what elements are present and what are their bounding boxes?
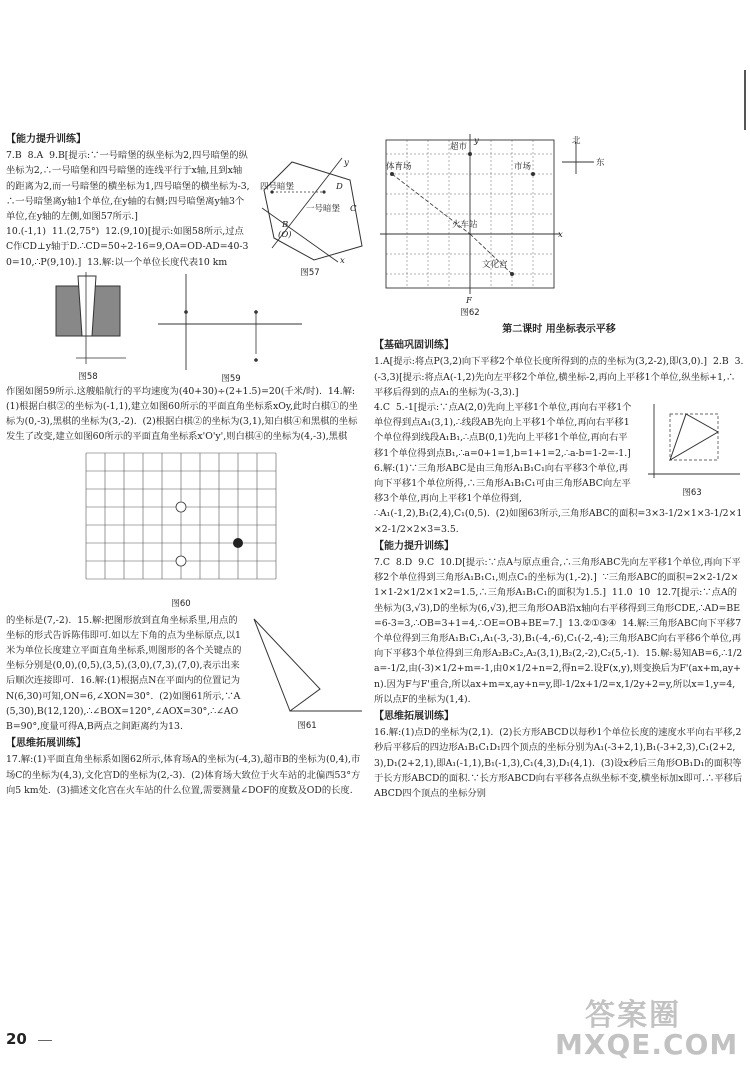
fig57-label-x: x [340, 256, 345, 267]
fig57-label-c: C [350, 204, 357, 215]
figure-62 [380, 134, 620, 320]
fig62-label-x: x [558, 230, 563, 240]
fig57-label-b: B [282, 220, 289, 231]
figure-57 [254, 150, 366, 278]
section-heading-thinking: 【思维拓展训练】 [6, 738, 86, 750]
section-heading-ability-2: 【能力提升训练】 [374, 540, 454, 552]
figure-63 [640, 402, 744, 498]
answer-16: 16.解:(1)点D的坐标为(2,1). (2)长方形ABCD以每秒1个单位长度的速度水平向右平移,2秒后平移后的四边形A₁B₁C₁D₁四个顶点的坐标分别为A₁(-3+2,1),B₁(-3+2,3),C₁(2+2,3),D₁(2+2,1),即A₁(-1,1),B₁(-1,3),C₁(4,3),D₁(4,1). (3)设x秒后三角形OB₁D₁的面积等于长方形ABCD的面积.∵长方形ABCD向右平移各点纵坐标不变,横坐标加x即可.∴平移后ABCD四个顶点的坐标分别 [374, 727, 743, 800]
fig57-label-1: 一号暗堡 [306, 204, 341, 215]
section-heading-thinking-2: 【思维拓展训练】 [374, 711, 454, 723]
fig62-label-bazaar: 市场 [514, 162, 532, 172]
scan-edge-mark [744, 70, 746, 130]
page-number: 20 [6, 1030, 27, 1048]
figure-59 [156, 272, 306, 382]
watermark-text-url: MXQE.COM [555, 1028, 739, 1061]
answer-7-9: 7.B 8.A 9.B[提示:∵一号暗堡的纵坐标为2,四号暗堡的纵坐标为2,∴一号暗堡和四号暗堡的连线平行于x轴,且到x轴的距离为2,而一号暗堡的横坐标为1,四号暗堡的横坐标为-3,∴一号暗堡离y轴1个单位,在y轴的右侧;四号暗堡离y轴3个单位,在y轴的左侧,如图57所示.] [6, 150, 250, 223]
fig62-label-f: F [466, 296, 472, 306]
fig57-label-y: y [344, 158, 349, 169]
fig62-label-stadium: 体育场 [386, 162, 412, 172]
figure-59-drawing [156, 272, 306, 372]
figure-61-caption: 图61 [297, 720, 317, 731]
answer-14-16: 的坐标是(7,-2). 15.解:把图形放到直角坐标系里,用点的坐标的形式告诉陈伟即可.如以左下角的点为坐标原点,以1米为单位长度建立平面直角坐标系,则图形的各个关键点的坐标分别是(0,0),(0,5),(3,5),(3,0),(7,3),(7,0),表示出来后顺次连接即可. 16.解:(1)根据点N在平面内的位置记为N(6,30)可知,ON=6,∠XON=30°. (2)如图61所示,∵A(5,30),B(12,120),∴∠BOX=120°,∠AOX=30°,∴∠AOB=90°,度量可得A,B两点之间距离约为13. [6, 614, 242, 733]
figure-63-caption: 图63 [682, 488, 702, 499]
answer-17: 17.解:(1)平面直角坐标系如图62所示,体育场A的坐标为(-4,3),超市B的坐标为(0,4),市场C的坐标为(4,3),文化宫D的坐标为(2,-3). (2)体育场大致位于火车站的北偏西53°方向5 km处. (3)描述文化宫在火车站的什么位置,需要测量∠DOF的度数及OD的长度. [6, 754, 361, 796]
lesson-title: 第二课时 用坐标表示平移 [502, 324, 616, 335]
figure-61 [248, 615, 366, 733]
fig62-label-north: 北 [572, 136, 581, 146]
figure-62-caption: 图62 [460, 308, 480, 318]
page-number-rule [38, 1040, 52, 1041]
answer-6-cont: ∴A₁(-1,2),B₁(2,4),C₁(0,5). (2)如图63所示,三角形ABC的面积=3×3-1/2×1×3-1/2×1×2-1/2×2×3=3.5. [374, 508, 743, 535]
figure-58-drawing [48, 272, 128, 368]
fig62-label-station: 火车站 [452, 220, 478, 230]
blank-top-margin [0, 0, 750, 130]
answer-13-14: 作图如图59所示.这艘船航行的平均速度为(40+30)÷(2+1.5)=20(千米/时). 14.解:(1)根据白棋②的坐标为(-1,1),建立如图60所示的平面直角坐标系xOy,此时白棋①的坐标为(0,-3),黑棋的坐标为(3,-2). (2)根据白棋②的坐标为(3,1),知白棋④和黑棋的坐标发生了改变,建立如图60所示的平面直角坐标系x'O'y',则白棋④的坐标为(4,-3),黑棋 [6, 385, 358, 443]
figure-60 [76, 447, 286, 611]
fig62-label-y: y [474, 136, 479, 146]
fig57-label-4: 四号暗堡 [260, 182, 295, 193]
fig62-label-east: 东 [596, 158, 605, 168]
answer-4-6: 4.C 5.-1[提示:∵点A(2,0)先向上平移1个单位,再向右平移1个单位得到点A₁(3,1),∴线段AB先向上平移1个单位,再向右平移1个单位得到线段A₁B₁,∴点B(0,1)先向上平移1个单位,再向右平移1个单位得到点B₁,∴a=0+1=1,b=1+1=2,∴a-b=1-2=-1.] 6.解:(1)∵三角形ABC是由三角形A₁B₁C₁向右平移3个单位,再向下平移1个单位所得,∴三角形A₁B₁C₁可由三角形ABC向左平移3个单位,再向上平移1个单位得到, [374, 402, 637, 505]
figure-61-drawing [248, 615, 366, 719]
answer-7-15: 7.C 8.D 9.C 10.D[提示:∵点A与原点重合,∴三角形ABC先向左平移1个单位,再向下平移2个单位得到三角形A₁B₁C₁,则点C₁的坐标为(1,-2).] ∵三角形ABC的面积=2×2-1/2×1×1-2×1/2×1×2=1.5,∴三角形A₁B₁C₁的面积为1.5.] 11.0 10 12.7[提示:∵点A的坐标为(3,√3),D的坐标为(6,√3),把三角形OAB沿x轴向右平移得到三角形CDE,∴AD=BE=6-3=3,∴OB=3+1=4,∴OE=OB+BE=7.] 13.②①③④ 14.解:三角形ABC向下平移7个单位得到三角形A₁B₁C₁,A₁(-3,-3),B₁(-4,-6),C₁(-2,-4);三角形ABC向右平移6个单位,再向下平移3个单位得到三角形A₂B₂C₂,A₂(3,1),B₂(2,-2),C₂(5,-1). 15.解:易知AB=6,∴1/2a=-1/2,由(-3)×1/2+m=-1,由0×1/2+n=2,得n=2.设F(x,y),则变换后为F'(ax+m,ay+n).因为F与F'重合,所以ax+m=x,ay+n=y,即-1/2x+1/2=x,1/2y+2=y,所以x=1,y=4,所以点F的坐标为(1,4). [374, 557, 743, 705]
figure-58-caption: 图58 [78, 371, 98, 382]
left-column [6, 132, 366, 798]
figure-60-caption: 图60 [171, 598, 191, 609]
right-column [374, 132, 744, 801]
section-heading-ability: 【能力提升训练】 [6, 134, 86, 145]
fig62-label-market: 超市 [450, 142, 468, 152]
figure-57-caption: 图57 [300, 268, 320, 279]
watermark-logo [555, 990, 745, 1064]
answer-10-13: 10.(-1,1) 11.(2,75°) 12.(9,10)[提示:如图58所示,过点C作CD⊥y轴于D.∴CD=50÷2-16=9,OA=OD-AD=40-30=10,∴P(9,10).] 13.解:以一个单位长度代表10 km [6, 226, 249, 268]
figure-63-drawing [640, 402, 744, 486]
figures-58-59-row [6, 272, 366, 382]
figure-60-grid [76, 447, 286, 597]
figure-59-caption: 图59 [221, 373, 241, 384]
watermark-text-cn: 答案圈 [585, 998, 681, 1033]
figure-58 [48, 272, 128, 382]
answer-1-3: 1.A[提示:将点P(3,2)向下平移2个单位长度所得到的点的坐标为(3,2-2),即(3,0).] 2.B 3.(-3,3)[提示:将点A(-1,2)先向左平移2个单位,横坐标-2,再向上平移1个单位,纵坐标+1,∴平移后得到的点A₁的坐标为(-3,3).] [374, 356, 744, 398]
fig57-label-o: (O) [278, 230, 292, 241]
fig62-label-culture: 文化宫 [482, 260, 508, 270]
fig57-label-d: D [336, 182, 343, 193]
section-heading-basic: 【基础巩固训练】 [374, 340, 454, 352]
figure-62-grid [380, 134, 620, 304]
